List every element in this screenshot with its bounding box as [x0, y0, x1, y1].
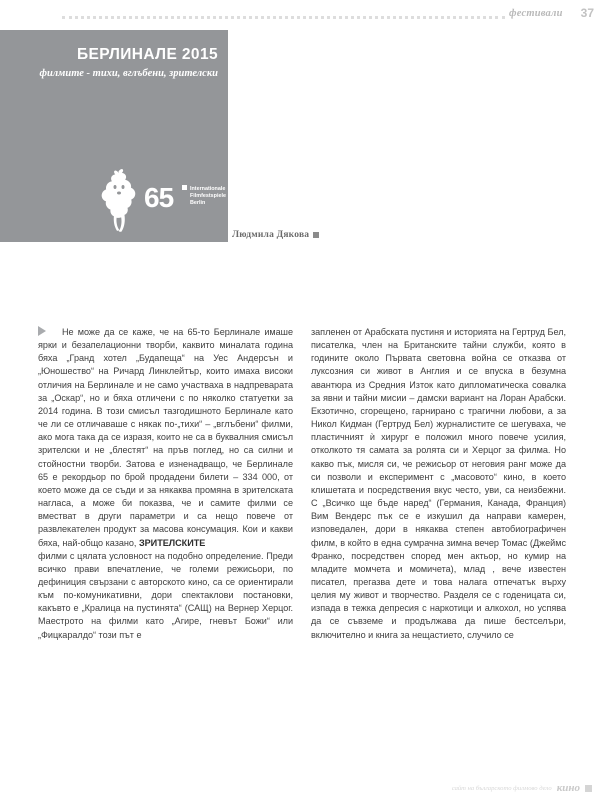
berlin-bear-icon — [98, 168, 140, 234]
logo-wordmark-line3: Berlin — [190, 200, 206, 206]
article-column-right — [311, 326, 566, 642]
logo-square-mark — [182, 185, 187, 190]
logo-wordmark-line2: Filmfestspiele — [190, 193, 226, 199]
paragraph-right-1: запленен от Арабската пустиня и историята на Гертруд Бел, писателка, член на Британските тайни служби, която в годините около Първата световна война се отказва от луксозния си живот в Англия и се впуска в безумна авантюра из Средния Изток като дипломатическа совалка за явни и тайни мисии – дамски вариант на Лоран Арабски. Екзотично, сгорещено, гарнирано с трагични любови, а за Никол Кидман (Гертруд Бел) журналистите се шегуваха, че пластичният ѝ хирург е положил много повече усилия, отколкото тя самата за ролята си и Херцог за филма. Но какво пък, мисля си, че режисьор от неговия ранг може да си позволи и експеримент с „масовото“ кино, в което клишетата и посредствения вкус често, уви, са неизбежни. С „Всичко ще бъде наред“ (Германия, Канада, Франция) Вим Вендерс пък се е изкушил да направи камерен, изповедален, дори в някаква степен автобиографичен филм, в който в една сумрачна зимна вечер Томас (Джеймс Франко, посредствен според мен актьор, но кумир на младите момчета и момичета), млад , вече известен писател, прегазва дете и това налага отпечатък върху целия му живот и творчество. Разделя се с годеницата си, изпада в тежка депресия с наркотици и алкохол, но успява да се съвземе и продължава да пише бестселъри, включително и книга за нещастието, случило се — [311, 327, 566, 640]
footer-square-marker — [585, 785, 592, 792]
running-head-section-label: фестивали — [509, 7, 563, 19]
byline-author-name: Людмила Дякова — [232, 230, 310, 240]
page-footer — [0, 782, 600, 794]
running-head — [0, 0, 600, 22]
paragraph-marker-icon — [38, 326, 46, 336]
footer-brand: кино — [556, 782, 580, 794]
footer-tagline: сайт на българското филмово дело — [451, 784, 552, 792]
running-head-dotted-rule — [62, 7, 505, 19]
article-column-left — [38, 326, 293, 642]
byline-square-marker — [313, 232, 319, 238]
page-number: 37 — [580, 6, 594, 20]
article-subhead: ЗРИТЕЛСКИТЕ — [138, 537, 206, 548]
article-body — [38, 326, 566, 642]
logo-edition-number: 65 — [144, 182, 174, 213]
paragraph-left-2: филми с цялата условност на подобно определение. Преди всичко прави впечатление, че големи режисьори, по дефиниция свързани с авторското кино, са се ориентирали към по-комуникативни, дори спектаклови постановки, какъвто е „Кралица на пустинята“ (САЩ) на Вернер Херцог. Маестрото на филми като „Агире, гневът Божи“ или „Фицкаралдо“ този път е — [38, 550, 293, 640]
berlinale-logo — [98, 168, 226, 234]
page-title: БЕРЛИНАЛЕ 2015 — [76, 46, 218, 63]
paragraph-left-1-text: Не може да се каже, че на 65-то Берлинале имаше ярки и безапелационни творби, каквито миналата година бяха „Гранд хотел „Будапеща“ на Уес Андерсън и „Юношество“ на Ричард Линклейтър, които имаха високи отличия на Берлинале и не само участваха в надпреварата за „Оскар“, но и бяха отличени с по няколко статуетки за 2014 година. В този смисъл тазгодишното Берлинале като че ли се отличаваше с някак по-„тихи“ – „вглъбени“ филми, ако мога така да се изразя, които не са в буквалния смисъл зрителски и не „блестят“ на пръв поглед, но са силни и стойностни творби. Затова е изненадващо, че Берлинале 65 е рекордьор по брой продадени билети – 334 000, от което може да се съди и за някаква промяна в зрителската нагласа, а може би показва, че и самите филми се вместват в други параметри и са нещо повече от развлекателен продукт за масова консумация. Кои и какви бяха, най-общо казано, — [38, 327, 293, 548]
logo-wordmark-line1: Internationale — [190, 186, 226, 192]
title-block — [0, 30, 228, 242]
paragraph-left-1 — [38, 326, 293, 550]
page-subtitle: филмите - тихи, вглъбени, зрителски — [39, 68, 218, 79]
byline — [232, 230, 319, 240]
logo-wordmark — [190, 186, 226, 207]
